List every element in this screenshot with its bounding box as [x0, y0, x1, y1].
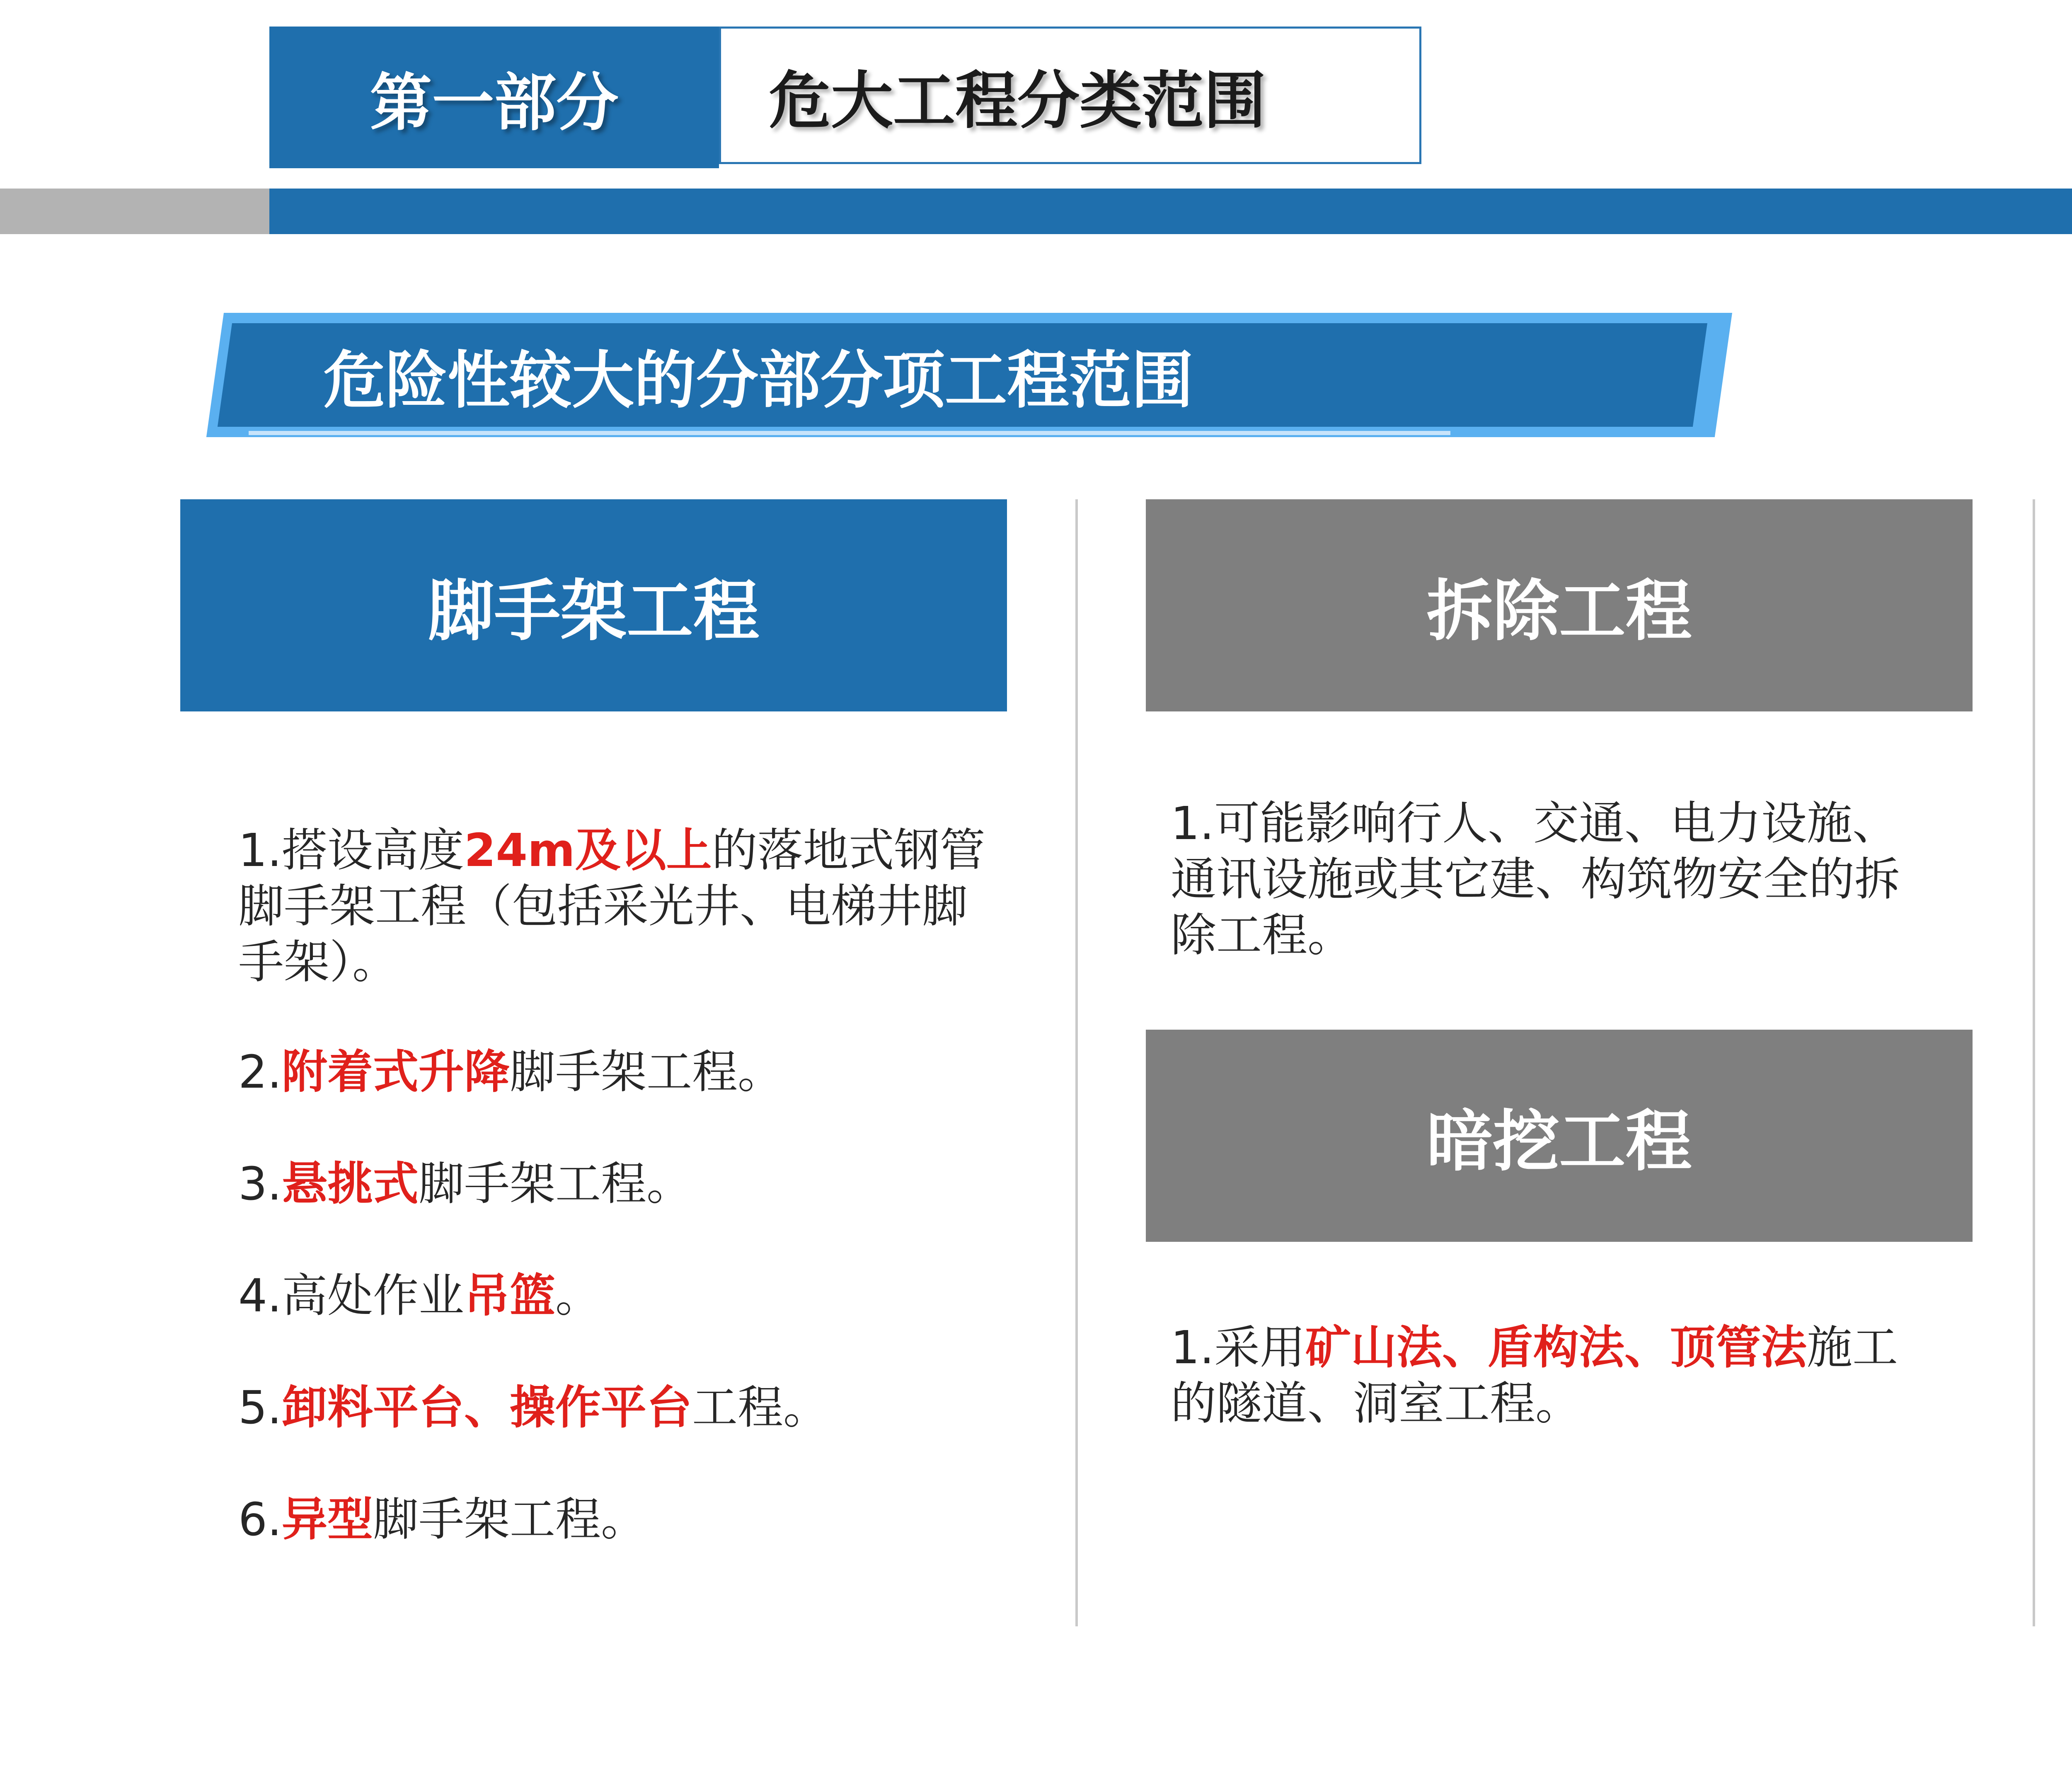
- list-item-continued: 的隧道、洞室工程。: [1171, 1377, 1581, 1430]
- header-bar-blue: [269, 189, 2072, 234]
- list-item: 6.异型脚手架工程。: [238, 1493, 646, 1546]
- list-item: 1.搭设高度24m及以上的落地式钢管: [238, 824, 985, 877]
- column-divider-right: [2033, 499, 2035, 1626]
- list-item: 3.悬挑式脚手架工程。: [238, 1157, 692, 1210]
- list-item-continued: 脚手架工程（包括采光井、电梯井脚: [238, 880, 968, 933]
- list-item: 1.采用矿山法、盾构法、顶管法施工: [1171, 1321, 1898, 1374]
- list-item: 5.卸料平台、操作平台工程。: [238, 1381, 829, 1434]
- column-header-demolition: 拆除工程: [1146, 499, 1973, 711]
- page-title: 危大工程分类范围: [719, 27, 1421, 164]
- part-label: 第一部分: [269, 27, 719, 168]
- column-divider-left: [1075, 499, 1078, 1626]
- section-heading: 危险性较大的分部分项工程范围: [323, 345, 1194, 417]
- header-bar-grey: [0, 189, 269, 234]
- list-item-continued: 手架）。: [238, 936, 398, 989]
- list-item-continued: 通讯设施或其它建、构筑物安全的拆: [1171, 853, 1900, 906]
- column-header-scaffold: 脚手架工程: [180, 499, 1007, 711]
- list-item: 4.高处作业吊篮。: [238, 1269, 601, 1322]
- list-item: 1.可能影响行人、交通、电力设施、: [1171, 797, 1898, 850]
- list-item-continued: 除工程。: [1171, 909, 1353, 962]
- section-heading-underline: [249, 431, 1450, 435]
- column-header-tunnel: 暗挖工程: [1146, 1030, 1973, 1242]
- list-item: 2.附着式升降脚手架工程。: [238, 1045, 783, 1098]
